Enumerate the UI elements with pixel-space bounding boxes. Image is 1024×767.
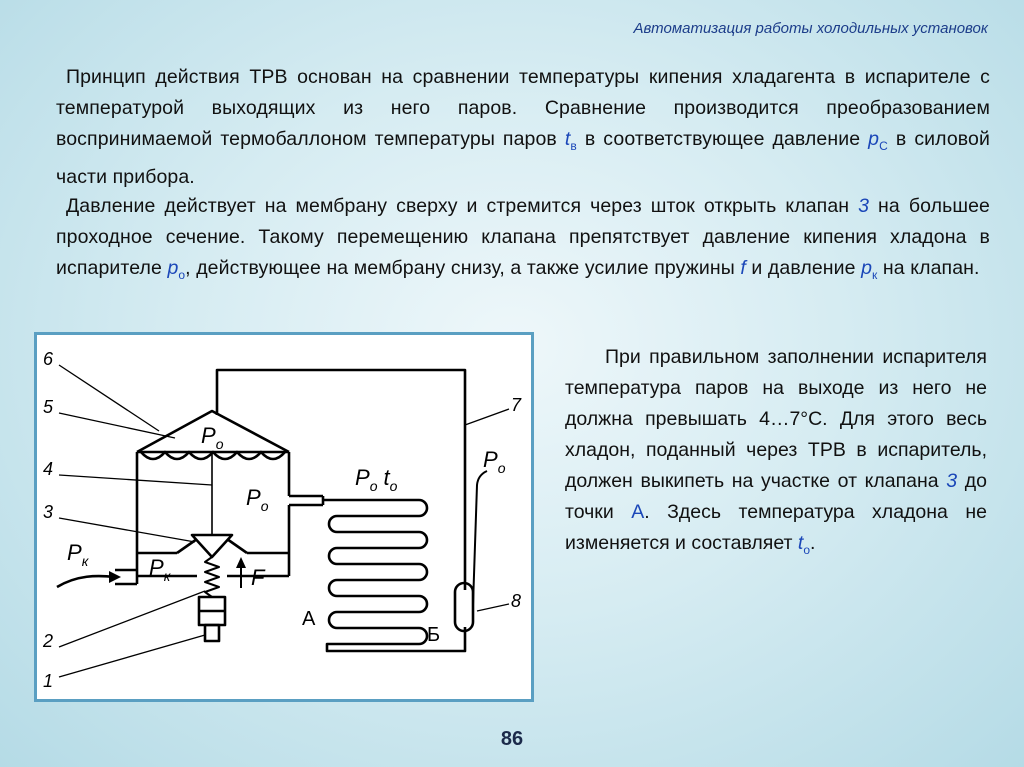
trv-diagram [34, 332, 534, 702]
inlet-arrowhead [109, 571, 121, 583]
side-symbol-t0: $t_о$ [797, 532, 810, 557]
paragraph1-text-3: в силовой части прибора. [56, 128, 990, 188]
symbol-pk: $p_к$ [861, 257, 878, 282]
label-evap-po-to: $P_о$ $t_о$ [355, 465, 398, 494]
evaporator-coil [323, 500, 465, 651]
callout-1: 1 [43, 671, 54, 691]
callout-8: 8 [511, 591, 522, 611]
label-bulb-po: $P_о$ [483, 447, 506, 476]
symbol-tv: $t_в$ [564, 128, 577, 153]
page-number: 86 [500, 728, 524, 750]
paragraph2-text-4: и давление [745, 257, 862, 279]
side-symbol-valve-3: 3 [946, 470, 958, 492]
membrane-5 [141, 452, 285, 459]
inlet-arrow-line [57, 576, 115, 587]
label-pk-inlet: $P_к$ [67, 540, 89, 569]
valve-cone-3 [192, 535, 232, 557]
label-po-membrane: $P_о$ [201, 423, 224, 452]
label-point-b: Б [427, 624, 441, 646]
label-po-chamber: $P_о$ [246, 485, 269, 514]
paragraph2-text-1: Давление действует на мембрану сверху и стремится через шток открыть клапан [66, 195, 859, 217]
side-symbol-point-a: А [631, 501, 645, 523]
paragraph1-text-1: Принцип действия ТРВ основан на сравнении температуры кипения хладагента в испарителе с температурой выходящих из него паров. Сравнение производится преобразованием воспринимаемой термобаллоном температуры паров [56, 66, 990, 150]
force-arrow [236, 557, 246, 588]
label-point-a: А [302, 608, 316, 630]
side-text-body: При правильном заполнении испарителя температура паров на выходе из него не должна превышать 4…7°С. Для этого весь хладон, поданный через ТРВ в испаритель, должен выкипеть на участке от клапана 3 до точки А. Здесь температура хладона не изменяется и составляет $t_о$. [565, 346, 987, 557]
callout-3: 3 [43, 502, 54, 522]
side-explanation [565, 342, 987, 566]
callout-5: 5 [43, 397, 54, 417]
symbol-po: $p_о$ [167, 257, 186, 282]
callout-7: 7 [511, 395, 522, 415]
spring-2 [205, 557, 219, 597]
paragraph2-text-2: на большее проходное сечение. Такому перемещению клапана препятствует давление кипения хладона в испарителе [56, 195, 990, 279]
symbol-valve-3: 3 [858, 195, 870, 217]
paragraph-pressure [56, 191, 990, 291]
thermobulb-8 [455, 583, 473, 631]
callout-6: 6 [43, 349, 54, 369]
label-force-f: F [251, 565, 265, 590]
trv-schematic [37, 335, 531, 699]
capillary-tube [217, 370, 465, 590]
symbol-pc: $p_С$ [868, 128, 888, 153]
callout-2: 2 [43, 631, 54, 651]
paragraph2-text-3: , действующее на мембрану снизу, а также усилие пружины [185, 257, 741, 279]
paragraph-principle [56, 62, 990, 193]
slide-header: Автоматизация работы холодильных установок [633, 20, 988, 37]
paragraph2-text-5: на клапан. [877, 257, 980, 279]
callout-4: 4 [43, 459, 54, 479]
label-pk-chamber: $P_к$ [149, 555, 171, 584]
paragraph1-text-2: в соответствующее давление [576, 128, 869, 150]
symbol-f: f [740, 257, 746, 279]
